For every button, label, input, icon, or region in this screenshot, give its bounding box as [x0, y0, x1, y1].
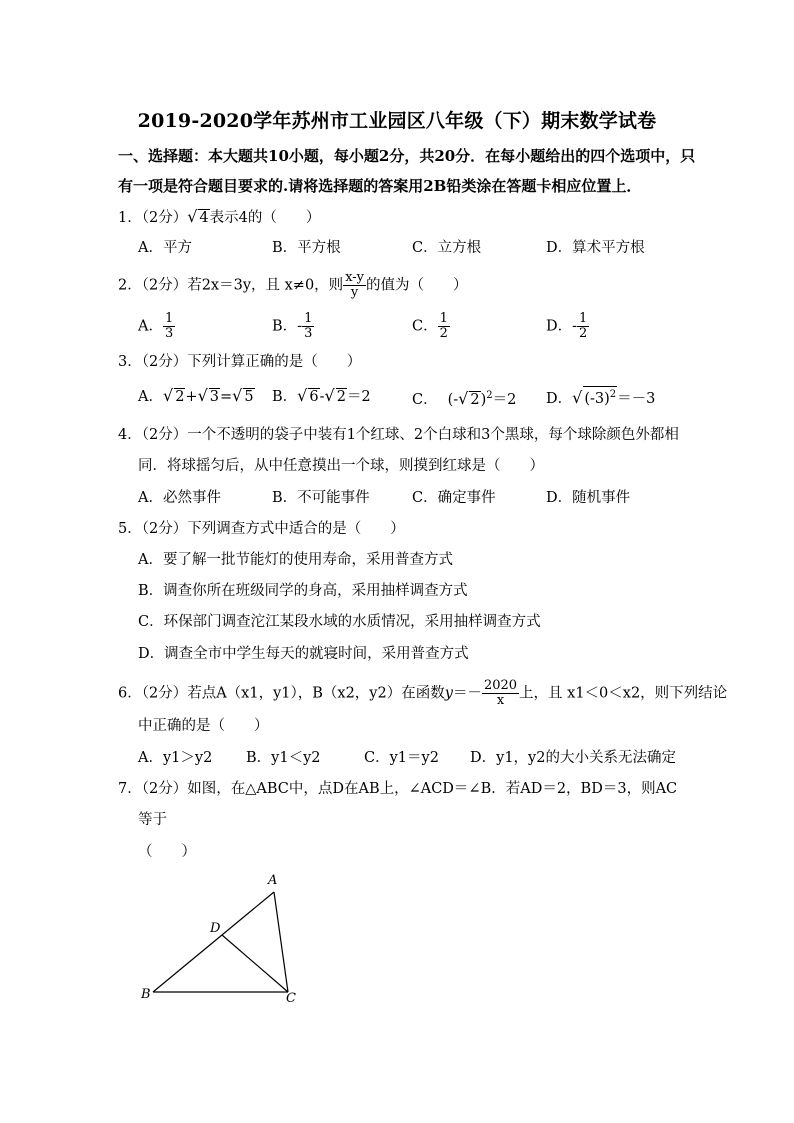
q5-option-d: D．调查全市中学生每天的就寝时间，采用普查方式 [138, 646, 469, 662]
q3-option-c-label: C． [412, 391, 438, 408]
q6-suffix: 上，且 x1＜0＜x2，则下列结论 [519, 685, 728, 702]
frac-num: 1 [304, 311, 313, 326]
vertex-label-a: A [268, 873, 278, 888]
question-2-stem [118, 271, 468, 300]
q3-option-d-result: ＝－3 [617, 390, 656, 407]
q6-option-b: B．y1＜y2 [246, 750, 321, 766]
paren-open: (- [447, 391, 459, 408]
sqrt-symbol: √ [297, 386, 308, 405]
radicand: 6 [309, 389, 319, 405]
q3-option-b-label: B． [272, 389, 298, 405]
plus-sign: + [185, 389, 198, 405]
q2-option-a-frac [163, 312, 175, 341]
radicand: 2 [175, 389, 185, 405]
q3-option-d [546, 386, 655, 409]
minus-sign: - [319, 389, 325, 405]
q3-option-c-result: ＝2 [492, 391, 517, 408]
radicand [583, 386, 617, 407]
question-3-stem: 3．（2分）下列计算正确的是（ ） [118, 354, 362, 370]
q2-option-d-frac [577, 312, 589, 341]
radicand-inner: (-3) [584, 390, 610, 407]
q2-option-b [272, 312, 314, 341]
q6-option-d: D．y1，y2的大小关系无法确定 [470, 750, 676, 766]
frac-num: 1 [164, 311, 174, 326]
q2-frac-den: y [350, 285, 359, 300]
sqrt-symbol: √ [232, 386, 243, 405]
segment-cd [222, 935, 288, 992]
q4-option-c: C．确定事件 [412, 490, 496, 506]
frac-den: 2 [579, 326, 588, 341]
radicand: 3 [209, 389, 220, 405]
question-6-line2: 中正确的是（ ） [138, 718, 269, 734]
vertex-label-d: D [210, 921, 221, 936]
triangle-figure [130, 868, 320, 1008]
q2-fraction [343, 271, 366, 300]
frac-den: 3 [164, 326, 174, 341]
question-7-line3: （ ） [138, 844, 196, 860]
q3-option-c [412, 386, 516, 410]
frac-num: 1 [439, 311, 448, 326]
q3-option-a [138, 386, 255, 407]
sqrt-symbol: √ [324, 386, 335, 405]
question-7-line2: 等于 [138, 812, 167, 828]
q1-option-c: C．立方根 [412, 240, 482, 256]
q2-option-a [138, 312, 175, 341]
q4-option-b: B．不可能事件 [272, 490, 370, 506]
frac-den: 3 [304, 326, 313, 341]
q5-option-a: A．要了解一批节能灯的使用寿命，采用普查方式 [138, 552, 453, 568]
question-7-line1: 7．（2分）如图，在△ABC中，点D在AB上，∠ACD＝∠B．若AD＝2，BD＝3，则AC [118, 781, 678, 797]
frac-den: 2 [439, 326, 448, 341]
question-4-line1: 4．（2分）一个不透明的袋子中装有1个红球、2个白球和3个黑球，每个球除颜色外都相 [118, 427, 679, 443]
q4-option-d: D．随机事件 [546, 490, 631, 506]
q3-option-d-label: D． [546, 390, 573, 407]
question-5-stem: 5．（2分）下列调查方式中适合的是（ ） [118, 521, 405, 537]
q1-prefix: 1．（2分） [118, 210, 188, 226]
sqrt-symbol: √ [458, 388, 469, 408]
q2-frac-num: x-y [345, 270, 365, 285]
question-4-line2: 同．将球摇匀后，从中任意摸出一个球，则摸到红球是（ ） [138, 458, 544, 474]
radicand: 5 [244, 389, 254, 405]
q2-option-c-frac [438, 312, 450, 341]
q2-suffix: 的值为（ ） [366, 277, 468, 294]
q1-option-d: D．算术平方根 [546, 240, 645, 256]
q2-option-d-label: D． [546, 318, 573, 335]
q1-option-a: A．平方 [138, 240, 192, 256]
sqrt-symbol: √ [187, 207, 198, 226]
frac-num: 1 [579, 311, 588, 326]
sqrt-symbol: √ [162, 386, 174, 405]
vertex-label-c: C [286, 991, 296, 1006]
radicand: 2 [470, 391, 480, 408]
vertex-label-b: B [141, 987, 151, 1002]
q1-suffix: 表示4的（ ） [209, 210, 321, 226]
q6-eq: ＝－ [452, 685, 482, 702]
q3-option-b-result: ＝2 [346, 389, 371, 405]
frac-den: x [496, 693, 505, 708]
q4-option-a: A．必然事件 [138, 490, 221, 506]
q1-option-b: B．平方根 [272, 240, 341, 256]
section-heading-line2: 有一项是符合题目要求的.请将选择题的答案用2B铅类涂在答题卡相应位置上． [118, 177, 642, 195]
q2-option-c-label: C． [412, 318, 438, 335]
q2-option-b-label: B． [272, 318, 298, 335]
segment-ac [274, 892, 288, 992]
segment-ab [153, 892, 274, 992]
q1-radicand: 4 [199, 210, 209, 226]
question-6-line1 [118, 679, 727, 708]
q6-option-c: C．y1＝y2 [364, 750, 439, 766]
exponent-2: 2 [486, 390, 493, 401]
q2-option-a-label: A． [138, 318, 163, 335]
frac-num: 2020 [483, 678, 518, 693]
q2-option-d [546, 312, 589, 341]
q2-option-c [412, 312, 450, 341]
q2-option-b-frac [302, 312, 314, 341]
q6-prefix: 6．（2分）若点 [118, 685, 217, 702]
q6-points: A（x1，y1），B（x2，y2）在函数 [216, 685, 445, 702]
q2-expr: 2x＝3y，且 x≠0，则 [201, 277, 344, 294]
q3-option-a-label: A． [138, 389, 163, 405]
exponent-2: 2 [609, 389, 617, 400]
paren-close: ) [480, 391, 487, 408]
question-1-stem [118, 207, 320, 228]
q5-option-b: B．调查你所在班级同学的身高，采用抽样调查方式 [138, 583, 468, 599]
q3-option-b [272, 386, 371, 407]
q2-option-d-sign: - [572, 318, 578, 335]
sqrt-symbol: √ [197, 386, 208, 405]
q6-func-y: y [444, 685, 453, 702]
section-heading-line1: 一、选择题：本大题共10小题，每小题2分，共20分．在每小题给出的四个选项中，只 [118, 147, 696, 165]
q6-function-frac [482, 679, 519, 708]
q2-prefix: 2．（2分）若 [118, 277, 202, 294]
q2-option-b-sign: - [297, 318, 303, 335]
radicand: 2 [336, 389, 346, 405]
equals-sign: = [220, 389, 233, 405]
sqrt-symbol: √ [572, 387, 583, 407]
page-title: 2019-2020学年苏州市工业园区八年级（下）期末数学试卷 [137, 110, 657, 132]
q5-option-c: C．环保部门调查沱江某段水域的水质情况，采用抽样调查方式 [138, 614, 541, 630]
q6-option-a: A．y1＞y2 [138, 750, 213, 766]
